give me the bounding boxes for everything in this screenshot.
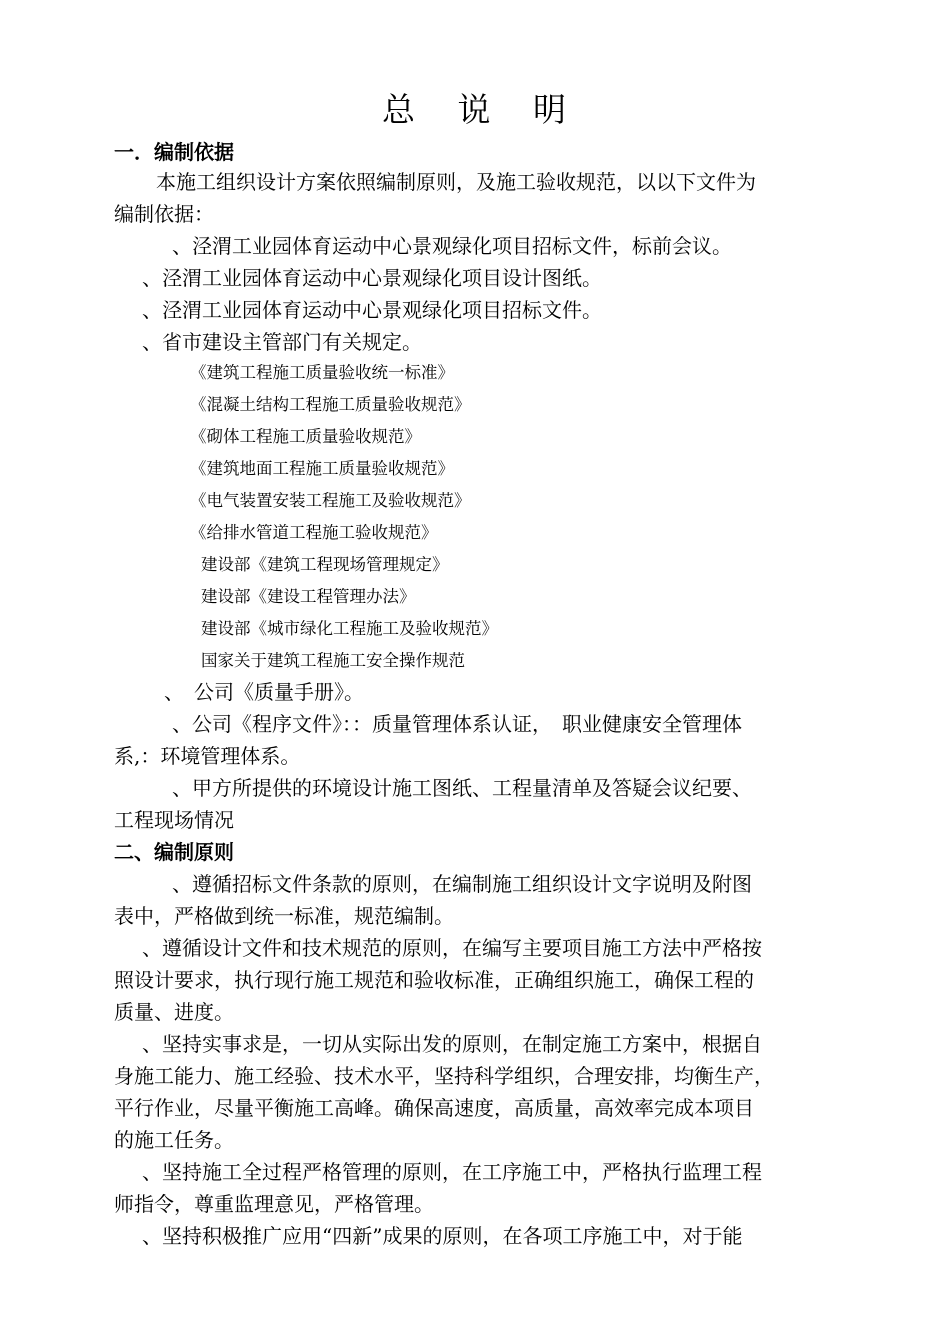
section-heading-basis: 一．编制依据 [114,140,234,164]
paragraph-line: 质量、进度。 [114,1000,234,1024]
paragraph-line: 、遵循招标文件条款的原则，在编制施工组织设计文字说明及附图 [172,872,752,896]
list-item: 、 公司《质量手册》。 [164,680,364,704]
paragraph-line: 、坚持实事求是，一切从实际出发的原则，在制定施工方案中，根据自 [142,1032,762,1056]
standard-item: 《建筑地面工程施工质量验收规范》 [190,459,454,478]
standard-item: 《建筑工程施工质量验收统一标准》 [190,363,454,382]
standard-item: 建设部《城市绿化工程施工及验收规范》 [201,619,498,638]
paragraph-line: 照设计要求，执行现行施工规范和验收标准，正确组织施工，确保工程的 [114,968,754,992]
list-item: 、甲方所提供的环境设计施工图纸、工程量清单及答疑会议纪要、 [172,776,752,800]
paragraph-line: 编制依据： [114,202,214,226]
list-item: 、公司《程序文件》：：质量管理体系认证， 职业健康安全管理体 [172,712,742,736]
paragraph-line: 本施工组织设计方案依照编制原则，及施工验收规范，以以下文件为 [156,170,756,194]
list-item-continuation: 系,：环境管理体系。 [114,744,301,768]
standard-item: 建设部《建筑工程现场管理规定》 [201,555,449,574]
list-item: 、泾渭工业园体育运动中心景观绿化项目设计图纸。 [142,266,602,290]
paragraph-line: 平行作业，尽量平衡施工高峰。确保高速度，高质量，高效率完成本项目 [114,1096,754,1120]
standard-item: 《电气装置安装工程施工及验收规范》 [190,491,471,510]
standard-item: 国家关于建筑工程施工安全操作规范 [201,651,465,670]
paragraph-line: 的施工任务。 [114,1128,234,1152]
list-item-continuation: 工程现场情况 [114,808,234,832]
standard-item: 建设部《建设工程管理办法》 [201,587,416,606]
paragraph-line: 、坚持积极推广应用“四新”成果的原则，在各项工序施工中，对于能 [142,1224,743,1248]
document-title: 总 说 明 [382,90,582,129]
paragraph-line: 师指令，尊重监理意见，严格管理。 [114,1192,434,1216]
paragraph-line: 表中，严格做到统一标准，规范编制。 [114,904,454,928]
list-item: 、省市建设主管部门有关规定。 [142,330,422,354]
standard-item: 《混凝土结构工程施工质量验收规范》 [190,395,471,414]
list-item: 、泾渭工业园体育运动中心景观绿化项目招标文件，标前会议。 [172,234,732,258]
list-item: 、泾渭工业园体育运动中心景观绿化项目招标文件。 [142,298,602,322]
standard-item: 《给排水管道工程施工验收规范》 [190,523,438,542]
standard-item: 《砌体工程施工质量验收规范》 [190,427,421,446]
section-heading-principles: 二、编制原则 [114,840,234,864]
paragraph-line: 、遵循设计文件和技术规范的原则，在编写主要项目施工方法中严格按 [142,936,762,960]
paragraph-line: 、坚持施工全过程严格管理的原则，在工序施工中，严格执行监理工程 [142,1160,762,1184]
paragraph-line: 身施工能力、施工经验、技术水平，坚持科学组织，合理安排，均衡生产， [114,1064,774,1088]
